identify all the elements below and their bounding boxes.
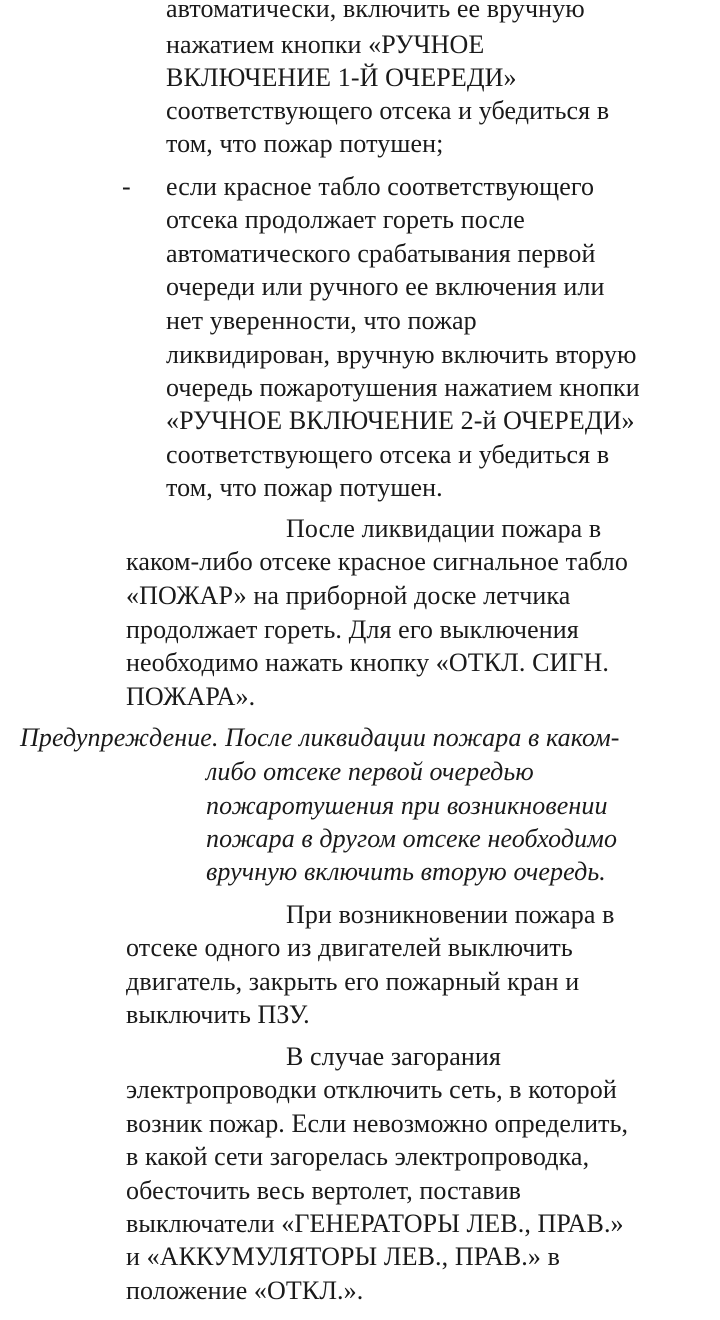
text-line: пожара в другом отсеке необходимо	[206, 824, 618, 853]
text-line: том, что пожар потушен.	[166, 473, 443, 502]
text-line: каком-либо отсеке красное сигнальное табло	[126, 547, 628, 576]
text-line: «РУЧНОЕ ВКЛЮЧЕНИЕ 2-й ОЧЕРЕДИ»	[166, 406, 635, 435]
text-line: выключатели «ГЕНЕРАТОРЫ ЛЕВ., ПРАВ.»	[126, 1209, 624, 1238]
text-line: двигатель, закрыть его пожарный кран и	[126, 967, 580, 996]
text-line: нажатием кнопки «РУЧНОЕ	[166, 30, 485, 59]
text-line: очередь пожаротушения нажатием кнопки	[166, 373, 640, 402]
text-line: электропроводки отключить сеть, в которой	[126, 1075, 617, 1104]
text-line: ПОЖАРА».	[126, 682, 256, 711]
text-line: ВКЛЮЧЕНИЕ 1-Й ОЧЕРЕДИ»	[166, 63, 517, 92]
text-line: и «АККУМУЛЯТОРЫ ЛЕВ., ПРАВ.» в	[126, 1242, 560, 1271]
text-line: соответствующего отсека и убедиться в	[166, 96, 610, 125]
text-line: В случае загорания	[286, 1042, 501, 1071]
text-line: вручную включить вторую очередь.	[206, 857, 606, 886]
text-line: отсека продолжает гореть после	[166, 205, 525, 234]
text-line: автоматического срабатывания первой	[166, 239, 596, 268]
text-line: отсеке одного из двигателей выключить	[126, 933, 573, 962]
text-line: в какой сети загорелась электропроводка,	[126, 1142, 590, 1171]
text-line: выключить ПЗУ.	[126, 1000, 310, 1029]
text-line: продолжает гореть. Для его выключения	[126, 615, 579, 644]
bullet-marker: -	[122, 172, 131, 201]
text-line: После ликвидации пожара в	[286, 514, 602, 543]
text-line: нет уверенности, что пожар	[166, 306, 477, 335]
text-line: необходимо нажать кнопку «ОТКЛ. СИГН.	[126, 648, 610, 677]
text-line: соответствующего отсека и убедиться в	[166, 440, 610, 469]
text-line: том, что пожар потушен;	[166, 129, 444, 158]
text-line: ликвидирован, вручную включить вторую	[166, 340, 637, 369]
text-line: если красное табло соответствующего	[166, 172, 595, 201]
text-line: Предупреждение. После ликвидации пожара в каком-	[20, 723, 620, 752]
text-line: либо отсеке первой очередью	[206, 757, 534, 786]
text-line: возник пожар. Если невозможно определить,	[126, 1109, 629, 1138]
text-line: обесточить весь вертолет, поставив	[126, 1176, 521, 1205]
text-line: очереди или ручного ее включения или	[166, 272, 605, 301]
text-line: автоматически, включить ее вручную	[166, 0, 585, 23]
text-line: При возникновении пожара в	[286, 900, 615, 929]
text-line: пожаротушения при возникновении	[206, 791, 608, 820]
text-line: «ПОЖАР» на приборной доске летчика	[126, 581, 571, 610]
text-line: положение «ОТКЛ.».	[126, 1276, 364, 1305]
